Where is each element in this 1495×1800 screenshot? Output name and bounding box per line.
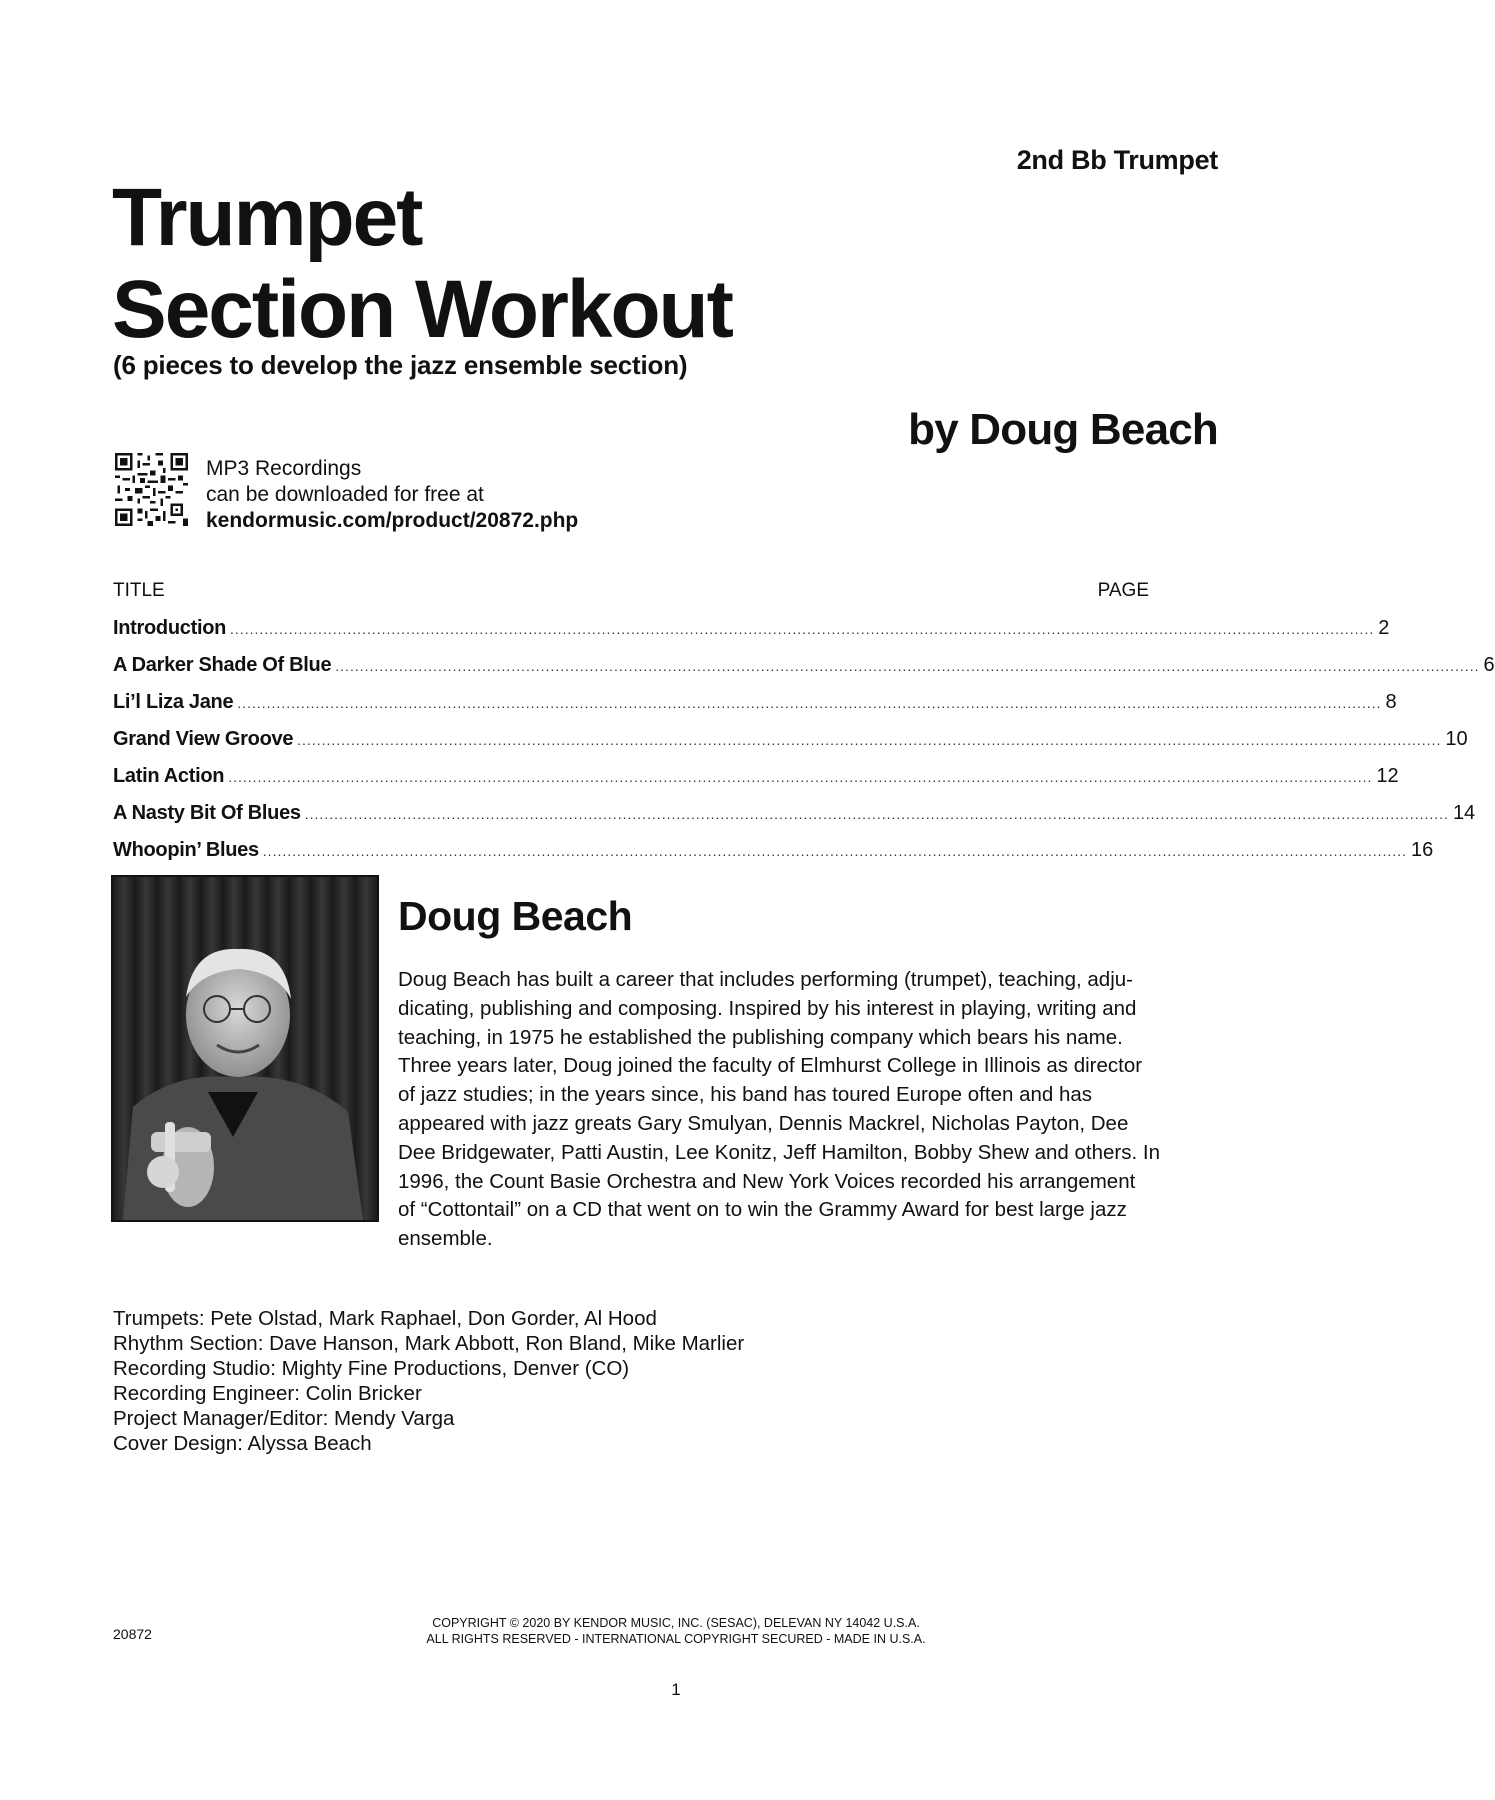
toc-entry[interactable] (113, 647, 1495, 684)
credit-line: Cover Design: Alyssa Beach (113, 1432, 372, 1455)
toc-entry[interactable] (113, 721, 1468, 758)
toc-entry-page: 16 (1410, 839, 1434, 861)
toc-leader: .......................................................................................................................................................................................................................................... (297, 732, 1442, 748)
bio-line: Doug Beach has built a career that includes performing (trumpet), teaching, adju- (398, 968, 1133, 991)
qr-code-icon[interactable] (115, 453, 188, 526)
toc-entry-page: 2 (1378, 617, 1390, 639)
toc-entry-title: Whoopin’ Blues (113, 839, 259, 861)
bio-line: appeared with jazz greats Gary Smulyan, Dennis Mackrel, Nicholas Payton, Dee (398, 1111, 1129, 1135)
toc-entry[interactable] (113, 832, 1434, 869)
toc-leader: .......................................................................................................................................................................................................................................... (304, 806, 1449, 822)
toc-leader: .......................................................................................................................................................................................................................................... (237, 695, 1382, 711)
bio-line: dicating, publishing and composing. Inspired by his interest in playing, writing and (398, 996, 1137, 1020)
bio-line: Dee Bridgewater, Patti Austin, Lee Konitz, Jeff Hamilton, Bobby Shew and others. In (398, 1140, 1160, 1164)
toc-title-header: TITLE (113, 580, 165, 601)
recordings-note (206, 456, 578, 534)
recordings-url-link[interactable]: kendormusic.com/product/20872.php (206, 509, 579, 532)
catalog-number: 20872 (113, 1626, 152, 1642)
credit-line: Trumpets: Pete Olstad, Mark Raphael, Don Gorder, Al Hood (113, 1307, 657, 1330)
recordings-line-1: MP3 Recordings (206, 457, 362, 480)
bio-line: ensemble. (398, 1227, 493, 1251)
toc-entry[interactable] (113, 795, 1476, 832)
toc-entry-page: 10 (1445, 728, 1468, 750)
bio-paragraph (398, 966, 1226, 1254)
toc-leader: .......................................................................................................................................................................................................................................... (262, 843, 1407, 859)
book-title (112, 172, 732, 356)
bio-line: teaching, in 1975 he established the publishing company which bears his name. (398, 1025, 1123, 1049)
toc-entry[interactable] (113, 684, 1397, 721)
copyright-line-2: ALL RIGHTS RESERVED - INTERNATIONAL COPYRIGHT SECURED - MADE IN U.S.A. (426, 1632, 926, 1646)
toc-entry-page: 14 (1452, 802, 1476, 824)
toc-entry-page: 8 (1385, 691, 1397, 713)
toc-entry-title: A Darker Shade Of Blue (113, 654, 332, 676)
part-name: 2nd Bb Trumpet (1016, 145, 1218, 175)
toc-entry[interactable] (113, 610, 1390, 647)
toc-leader: .......................................................................................................................................................................................................................................... (335, 658, 1480, 674)
table-of-contents (113, 580, 1495, 869)
toc-entry-page: 12 (1376, 765, 1399, 787)
credit-line: Project Manager/Editor: Mendy Varga (113, 1407, 455, 1430)
toc-entry-title: Grand View Groove (113, 728, 294, 750)
author-photo (111, 875, 379, 1222)
bio-line: 1996, the Count Basie Orchestra and New York Voices recorded his arrangement (398, 1169, 1136, 1193)
page-number: 1 (671, 1680, 681, 1699)
toc-entry-title: Introduction (113, 617, 227, 639)
bio-line: of jazz studies; in the years since, his band has toured Europe often and has (398, 1083, 1093, 1107)
book-subtitle: (6 pieces to develop the jazz ensemble section) (113, 350, 688, 380)
bio-line: Three years later, Doug joined the faculty of Elmhurst College in Illinois as director (398, 1054, 1143, 1078)
credits-list (113, 1306, 744, 1456)
recordings-line-2: can be downloaded for free at (206, 483, 484, 506)
toc-header (113, 580, 1149, 610)
toc-entry-title: A Nasty Bit Of Blues (113, 802, 301, 824)
author-byline: by Doug Beach (908, 405, 1218, 454)
toc-entry-title: Latin Action (113, 765, 225, 787)
toc-entry-title: Li’l Liza Jane (113, 691, 234, 713)
bio-line: of “Cottontail” on a CD that went on to win the Grammy Award for best large jazz (398, 1198, 1127, 1222)
credit-line: Rhythm Section: Dave Hanson, Mark Abbott, Ron Bland, Mike Marlier (113, 1332, 745, 1355)
toc-entry-page: 6 (1483, 654, 1495, 676)
copyright-notice (0, 1615, 1352, 1647)
toc-entry[interactable] (113, 758, 1399, 795)
copyright-line-1: COPYRIGHT © 2020 BY KENDOR MUSIC, INC. (SESAC), DELEVAN NY 14042 U.S.A. (432, 1616, 920, 1630)
bio-heading: Doug Beach (398, 893, 633, 939)
toc-leader: .......................................................................................................................................................................................................................................... (230, 621, 1375, 637)
title-line-1: Trumpet (112, 172, 422, 263)
credit-line: Recording Studio: Mighty Fine Productions, Denver (CO) (113, 1357, 630, 1380)
title-line-2: Section Workout (112, 264, 732, 355)
credit-line: Recording Engineer: Colin Bricker (113, 1382, 422, 1405)
toc-leader: .......................................................................................................................................................................................................................................... (228, 769, 1373, 785)
toc-page-header: PAGE (1097, 580, 1149, 601)
